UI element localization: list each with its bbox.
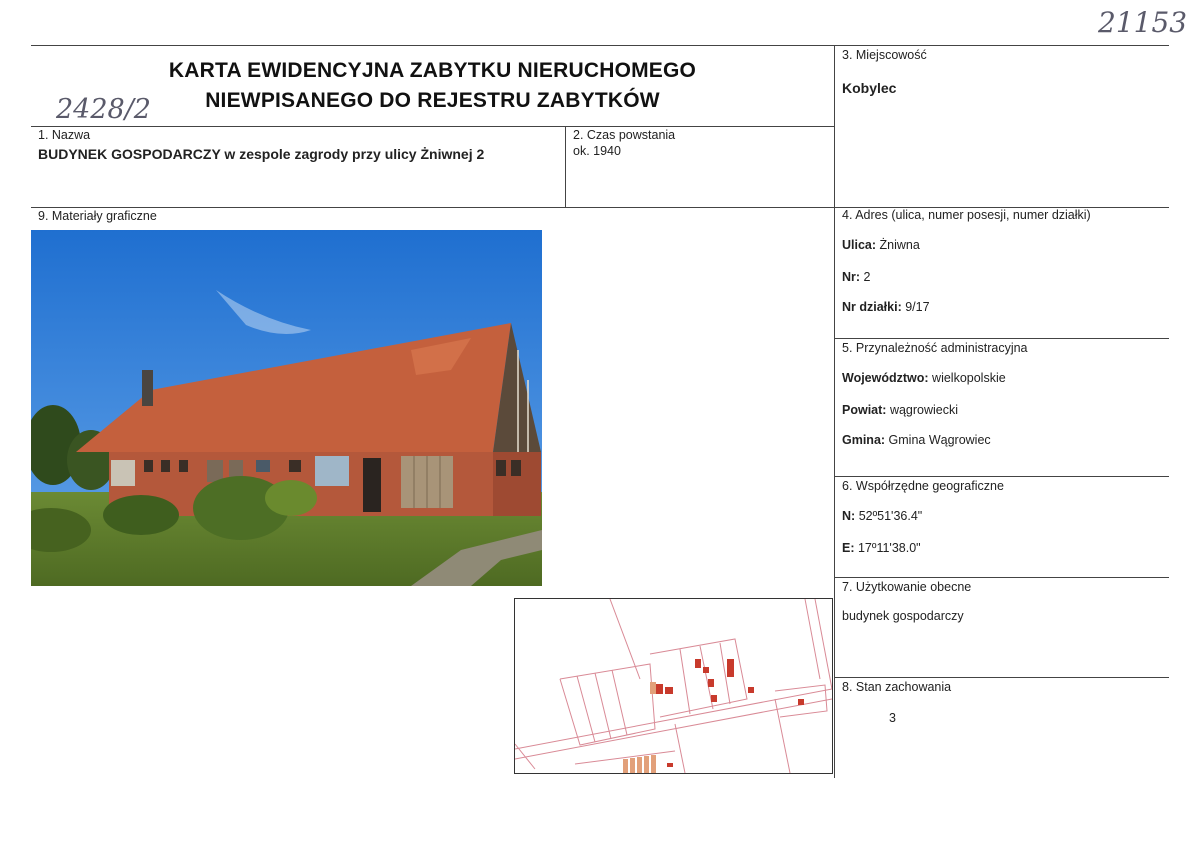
powiat: Powiat: wągrowiecki (842, 403, 959, 417)
grid-line-sec6 (834, 476, 1169, 477)
building-photo (31, 230, 542, 586)
handwritten-register-number: 2428/2 (56, 94, 151, 125)
nazwa-label: 1. Nazwa (38, 128, 91, 142)
page-title-line2: NIEWPISANEGO DO REJESTRU ZABYTKÓW (205, 89, 660, 112)
miejscowosc-value: Kobylec (842, 80, 897, 96)
stan-label: 8. Stan zachowania (842, 680, 952, 694)
adres-dzialka: Nr działki: 9/17 (842, 300, 930, 314)
materialy-label: 9. Materiały graficzne (38, 209, 157, 223)
miejscowosc-label: 3. Miejscowość (842, 48, 927, 62)
adres-nr: Nr: 2 (842, 270, 871, 284)
grid-line-right-column (834, 45, 835, 778)
grid-line-sec7 (834, 577, 1169, 578)
cadastral-map (514, 598, 833, 774)
adres-label: 4. Adres (ulica, numer posesji, numer działki) (842, 208, 1091, 222)
grid-line-title-bottom (31, 126, 834, 127)
page-title-line1: KARTA EWIDENCYJNA ZABYTKU NIERUCHOMEGO (168, 59, 697, 82)
coord-n: N: 52º51'36.4" (842, 509, 923, 523)
handwritten-catalog-number: 21153 (1098, 6, 1188, 39)
czas-value: ok. 1940 (573, 144, 621, 158)
coord-e: E: 17º11'38.0" (842, 541, 921, 555)
grid-line-sec5 (834, 338, 1169, 339)
wojewodztwo: Województwo: wielkopolskie (842, 371, 1006, 385)
adres-ulica: Ulica: Żniwna (842, 238, 920, 252)
uzytkowanie-label: 7. Użytkowanie obecne (842, 580, 972, 594)
grid-line-sec8 (834, 677, 1169, 678)
przynaleznosc-label: 5. Przynależność administracyjna (842, 341, 1028, 355)
grid-line-name-divider (565, 126, 566, 207)
stan-value: 3 (889, 711, 896, 725)
czas-label: 2. Czas powstania (573, 128, 676, 142)
wspolrzedne-label: 6. Współrzędne geograficzne (842, 479, 1004, 493)
gmina: Gmina: Gmina Wągrowiec (842, 433, 991, 447)
uzytkowanie-value: budynek gospodarczy (842, 609, 964, 623)
nazwa-value: BUDYNEK GOSPODARCZY w zespole zagrody przy ulicy Żniwnej 2 (38, 146, 485, 162)
grid-line-top (31, 45, 1169, 46)
